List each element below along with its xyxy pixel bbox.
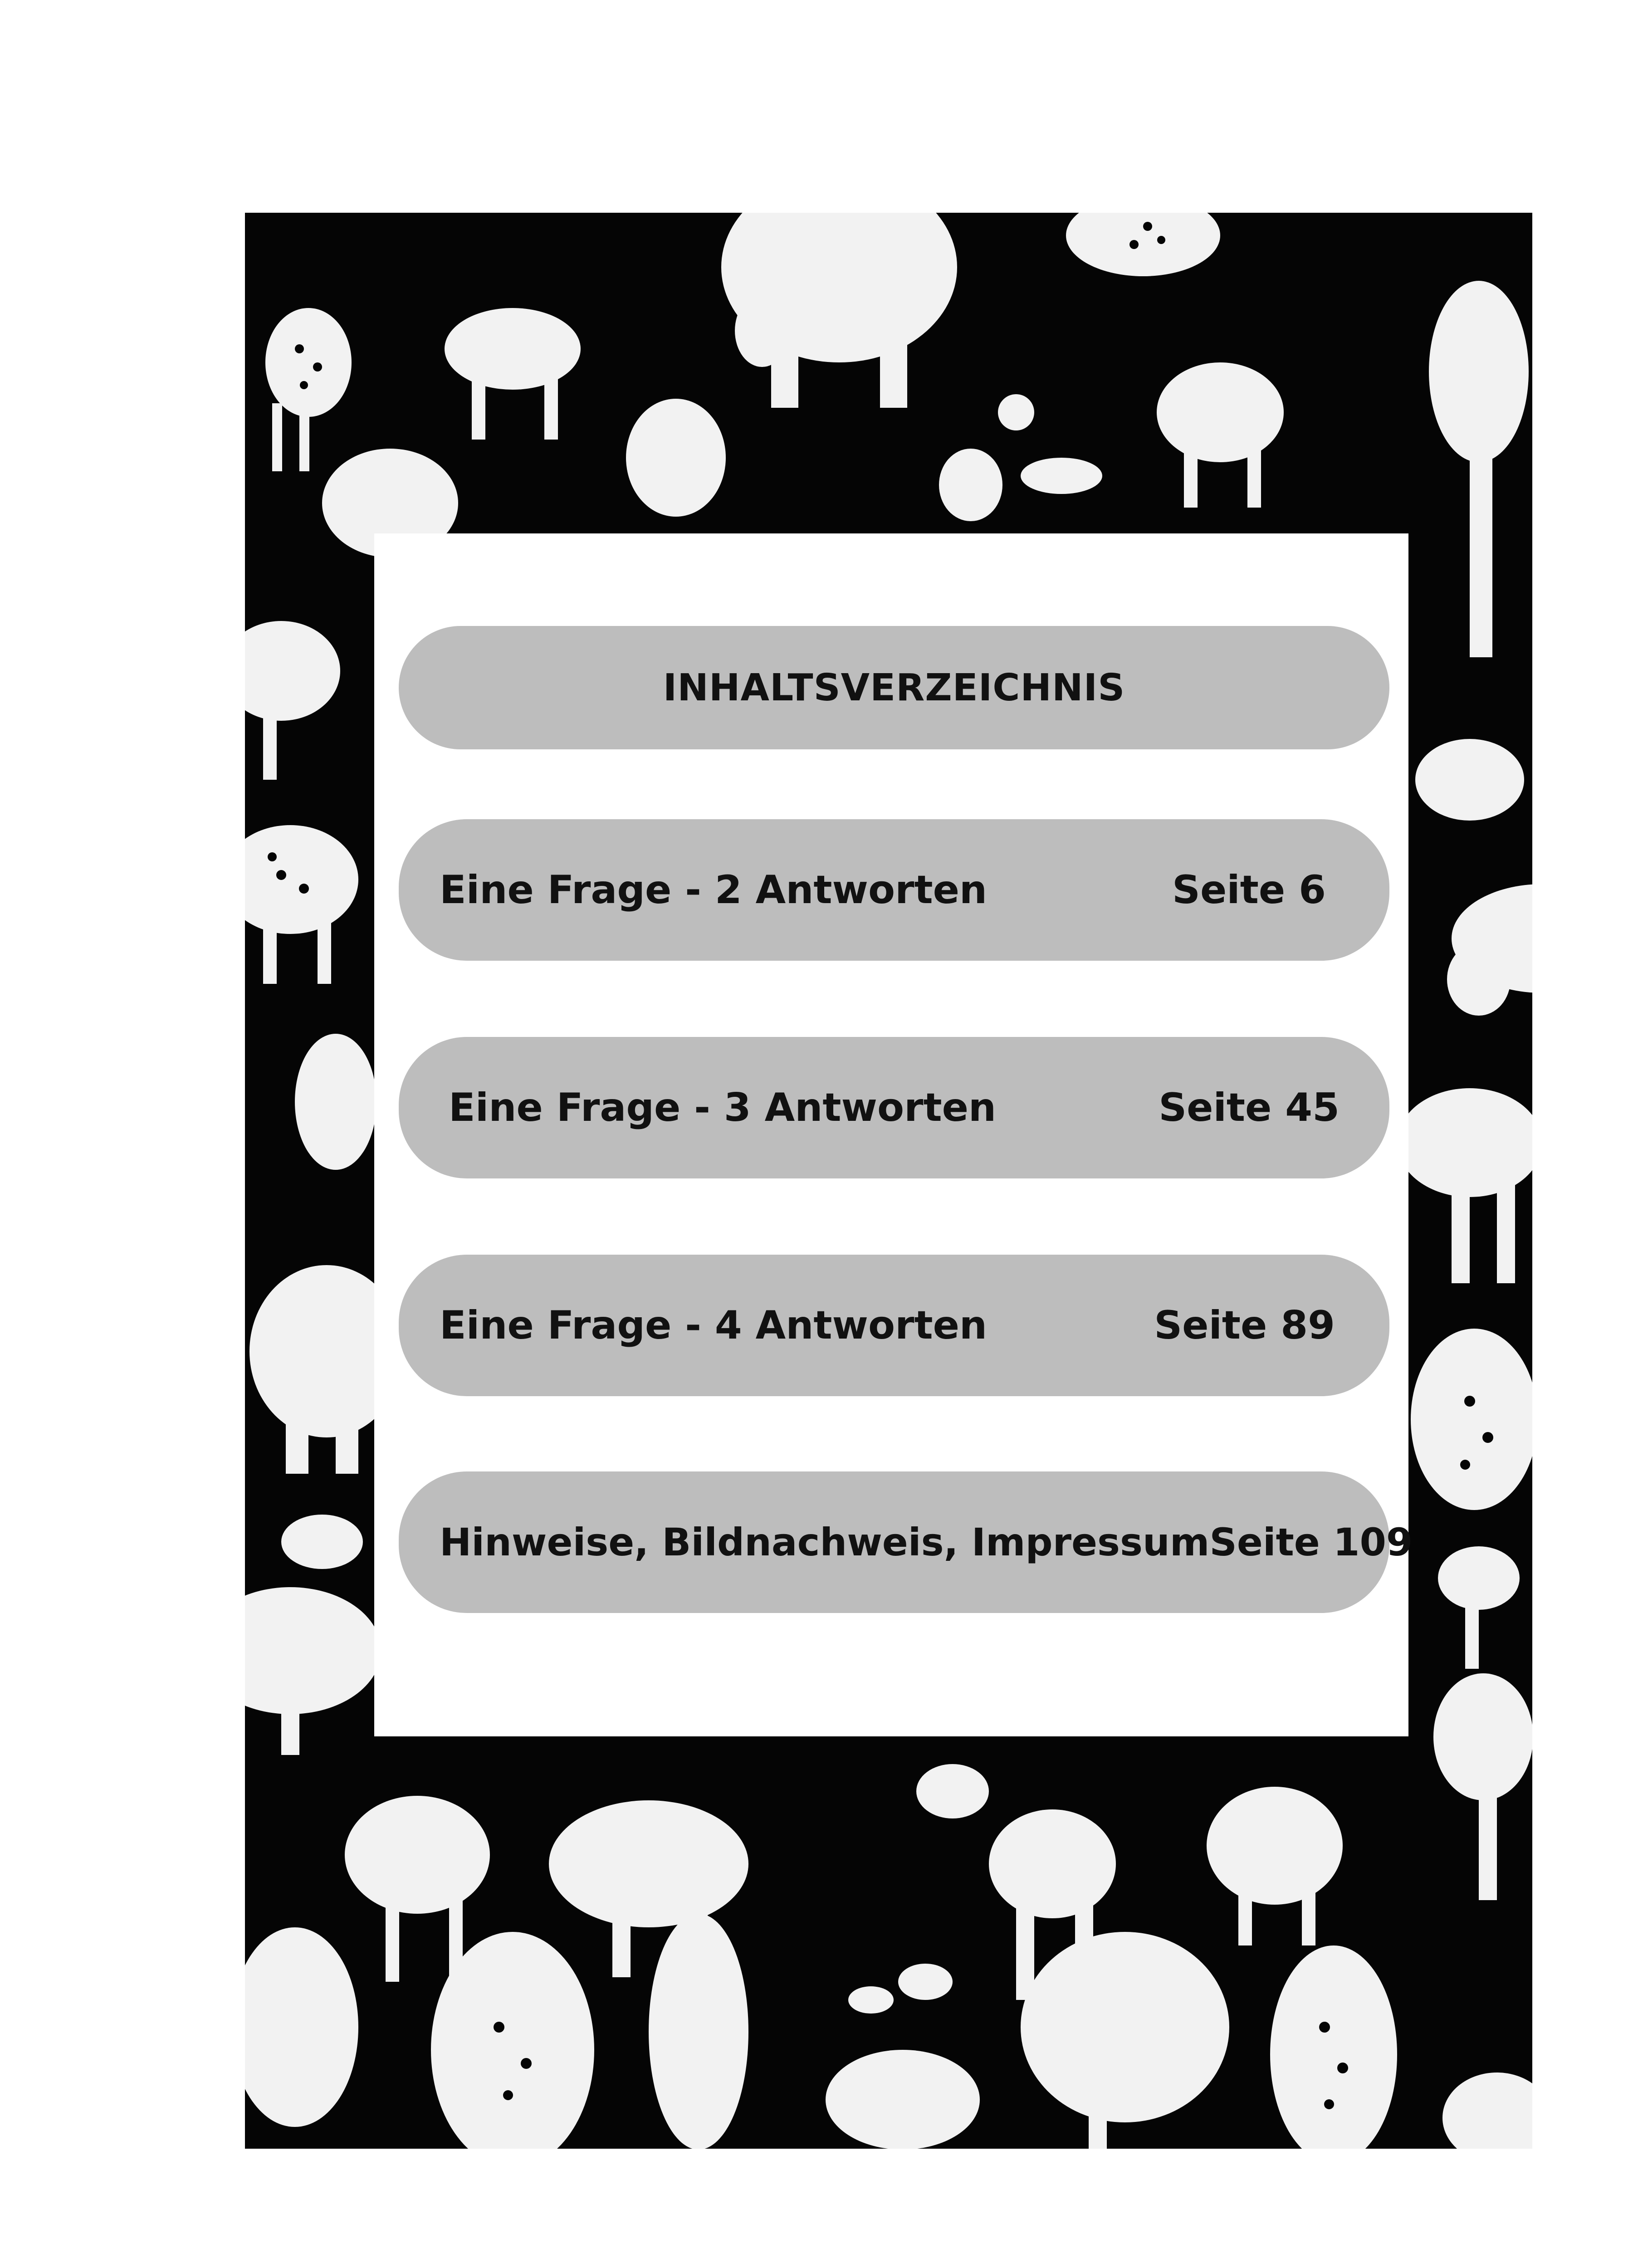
toc-heading bbox=[399, 626, 1389, 749]
toc-entry-page: Seite 6 bbox=[1172, 867, 1326, 913]
toc-entry-page: Seite 89 bbox=[1154, 1303, 1335, 1348]
toc-entry-title: Eine Frage - 2 Antworten bbox=[440, 867, 988, 913]
toc-entry[interactable] bbox=[399, 1471, 1413, 1613]
toc-entry-page: Seite 45 bbox=[1159, 1085, 1340, 1130]
toc-entry[interactable] bbox=[399, 819, 1389, 961]
toc-entry-title: Eine Frage - 4 Antworten bbox=[440, 1303, 988, 1348]
toc-entry-title: Hinweise, Bildnachweis, Impressum bbox=[440, 1520, 1210, 1564]
toc-entry-title: Eine Frage - 3 Antworten bbox=[449, 1085, 997, 1130]
table-of-contents-panel bbox=[374, 533, 1413, 1736]
toc-entry[interactable] bbox=[399, 1255, 1389, 1396]
toc-heading-text: INHALTSVERZEICHNIS bbox=[663, 666, 1125, 709]
toc-entry-page: Seite 109 bbox=[1209, 1520, 1413, 1564]
toc-entry[interactable] bbox=[399, 1037, 1389, 1178]
